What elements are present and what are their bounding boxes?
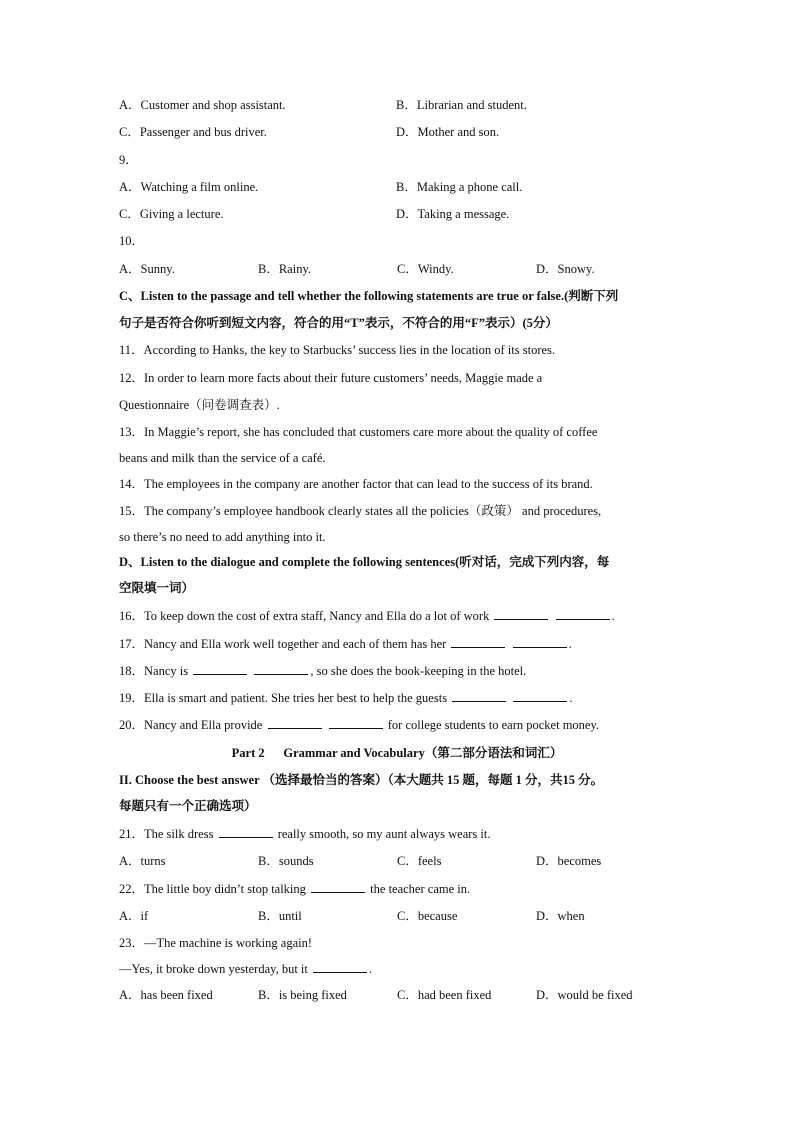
section-c-heading: C、Listen to the passage and tell whether the following statements are true or false.(判断下列 (119, 289, 619, 303)
q16-text: 16．To keep down the cost of extra staff, Nancy and Ella do a lot of work (119, 609, 490, 623)
q9-option-d: D．Taking a message. (396, 207, 510, 221)
q22-text-end: the teacher came in. (370, 882, 471, 896)
q22-blank[interactable] (311, 881, 365, 893)
q18-blank-2[interactable] (254, 663, 308, 675)
section-c-heading-cont: 句子是否符合你听到短文内容，符合的用“T”表示，不符合的用“F”表示）(5分） (119, 316, 558, 330)
q20-blank-2[interactable] (329, 717, 383, 729)
q21-option-c[interactable]: C．feels (397, 854, 442, 868)
q16-blank-2[interactable] (556, 608, 610, 620)
q8-option-a: A．Customer and shop assistant. (119, 98, 286, 112)
q16-blank-1[interactable] (494, 608, 548, 620)
section-d-heading-cont: 空限填一词） (119, 581, 195, 595)
part2-title: Part 2 Grammar and Vocabulary（第二部分语法和词汇） (231, 746, 563, 760)
q10-option-a: A．Sunny. (119, 262, 175, 276)
section-ii-heading: II. Choose the best answer （选择最恰当的答案）（本大题共 15 题，每题 1 分，共15 分。 (119, 773, 604, 787)
q22-option-d[interactable]: D．when (536, 909, 585, 923)
q22-stem (119, 881, 470, 897)
q8-option-b: B．Librarian and student. (396, 98, 527, 112)
q23-blank[interactable] (313, 961, 367, 973)
q18-blank-1[interactable] (193, 663, 247, 675)
q14-statement: 14．The employees in the company are another factor that can lead to the success of its brand. (119, 477, 593, 491)
q12-statement: 12．In order to learn more facts about their future customers’ needs, Maggie made a (119, 371, 543, 385)
q22-option-c[interactable]: C．because (397, 909, 458, 923)
q22-option-b[interactable]: B．until (258, 909, 302, 923)
q17-blank-2[interactable] (513, 636, 567, 648)
q19-sentence (119, 690, 572, 706)
q18-sentence (119, 663, 526, 679)
q13-statement: 13．In Maggie’s report, she has concluded that customers care more about the quality of coffee (119, 425, 598, 439)
q16-end: . (611, 609, 615, 623)
q9-option-b: B．Making a phone call. (396, 180, 523, 194)
q10-option-b: B．Rainy. (258, 262, 312, 276)
q16-sentence (119, 608, 615, 624)
q9-number: 9． (119, 153, 138, 167)
q20-blank-1[interactable] (268, 717, 322, 729)
q20-end: for college students to earn pocket money. (387, 718, 600, 732)
q17-text: 17．Nancy and Ella work well together and each of them has her (119, 637, 447, 651)
q21-option-a[interactable]: A．turns (119, 854, 166, 868)
q19-blank-2[interactable] (513, 690, 567, 702)
q23-text: —Yes, it broke down yesterday, but it (119, 962, 308, 976)
q23-option-a[interactable]: A．has been fixed (119, 988, 213, 1002)
q8-option-c: C．Passenger and bus driver. (119, 125, 267, 139)
q21-stem (119, 826, 491, 842)
q19-end: . (569, 691, 573, 705)
q10-option-d: D．Snowy. (536, 262, 595, 276)
q21-option-d[interactable]: D．becomes (536, 854, 602, 868)
q10-number: 10． (119, 234, 145, 248)
q21-text-end: really smooth, so my aunt always wears it. (277, 827, 491, 841)
q21-option-b[interactable]: B．sounds (258, 854, 314, 868)
q15-statement-cont: so there’s no need to add anything into it. (119, 530, 326, 544)
q23-option-b[interactable]: B．is being fixed (258, 988, 347, 1002)
section-ii-heading-cont: 每题只有一个正确选项） (119, 799, 257, 813)
q20-sentence (119, 717, 599, 733)
q12-statement-cont: Questionnaire（问卷调查表）. (119, 398, 280, 412)
q17-end: . (568, 637, 572, 651)
q23-option-c[interactable]: C．had been fixed (397, 988, 492, 1002)
q22-option-a[interactable]: A．if (119, 909, 149, 923)
q8-option-d: D．Mother and son. (396, 125, 500, 139)
q20-text: 20．Nancy and Ella provide (119, 718, 263, 732)
q18-end: , so she does the book-keeping in the hotel. (310, 664, 527, 678)
q19-text: 19．Ella is smart and patient. She tries her best to help the guests (119, 691, 448, 705)
q21-text: 21．The silk dress (119, 827, 214, 841)
section-d-heading: D、Listen to the dialogue and complete the following sentences(听对话，完成下列内容，每 (119, 555, 610, 569)
q19-blank-1[interactable] (452, 690, 506, 702)
q17-blank-1[interactable] (451, 636, 505, 648)
q21-blank[interactable] (219, 826, 273, 838)
q23-stem-cont (119, 961, 372, 977)
q17-sentence (119, 636, 572, 652)
q23-option-d[interactable]: D．would be fixed (536, 988, 633, 1002)
q9-option-a: A．Watching a film online. (119, 180, 259, 194)
q23-stem: 23．—The machine is working again! (119, 936, 313, 950)
q22-text: 22．The little boy didn’t stop talking (119, 882, 306, 896)
q10-option-c: C．Windy. (397, 262, 454, 276)
q23-end: . (369, 962, 373, 976)
q18-text: 18．Nancy is (119, 664, 189, 678)
q15-statement: 15．The company’s employee handbook clearly states all the policies（政策） and procedures, (119, 504, 602, 518)
q9-option-c: C．Giving a lecture. (119, 207, 224, 221)
q13-statement-cont: beans and milk than the service of a café. (119, 451, 326, 465)
q11-statement: 11．According to Hanks, the key to Starbucks’ success lies in the location of its stores. (119, 343, 556, 357)
